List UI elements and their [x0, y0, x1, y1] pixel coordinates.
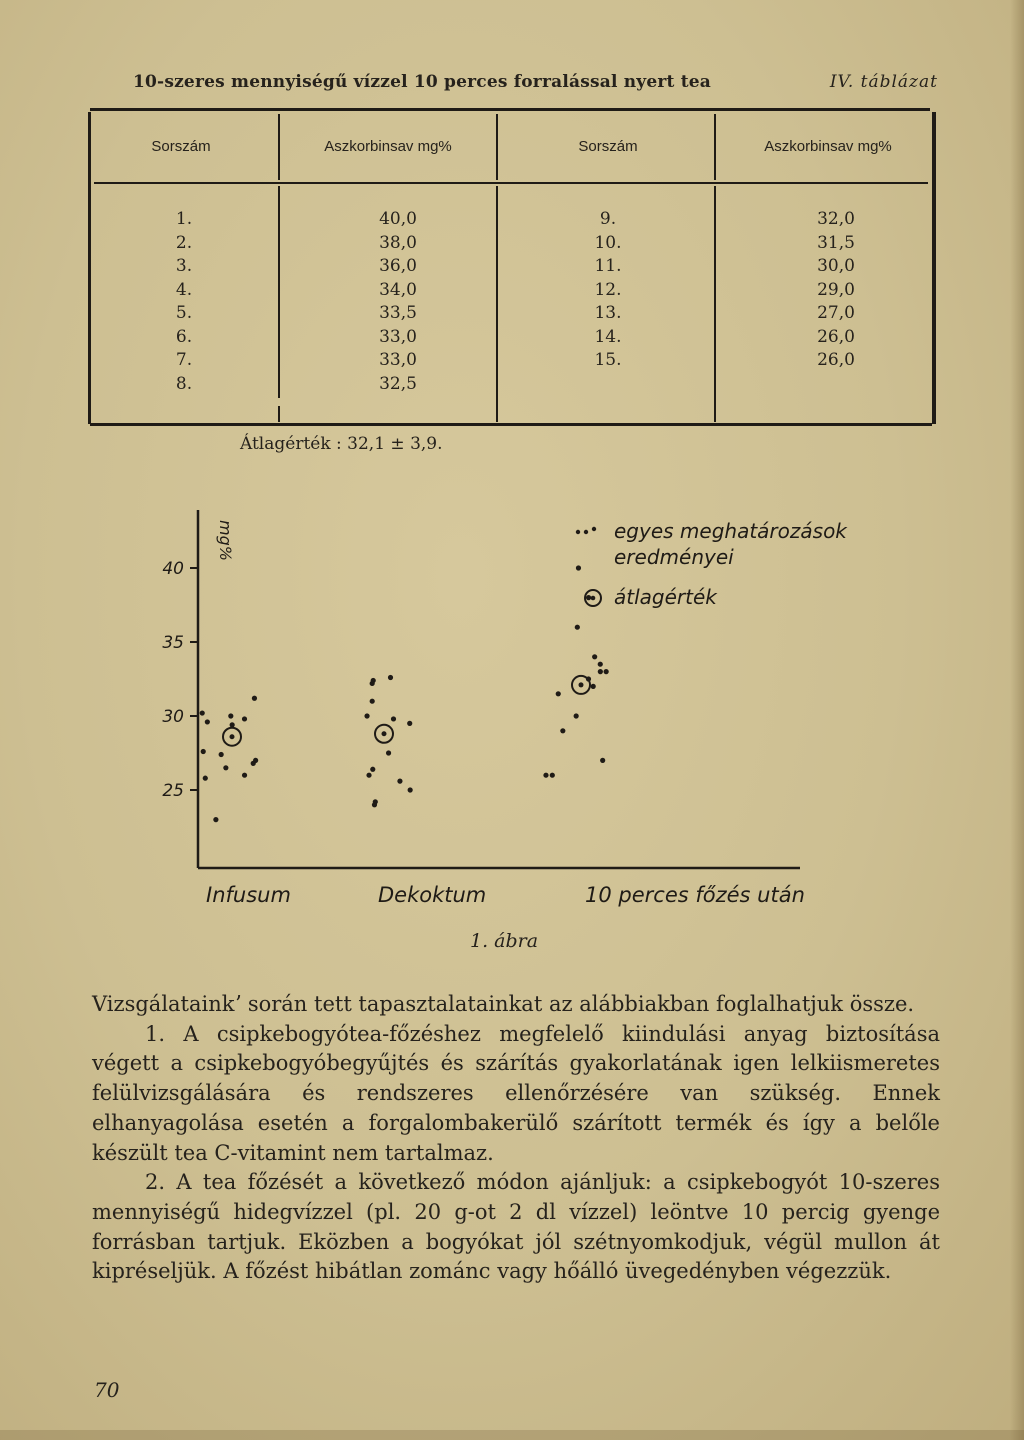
data-point [242, 773, 247, 778]
table-cell: 3. [175, 256, 193, 276]
data-table [88, 108, 936, 426]
data-point [556, 691, 561, 696]
table-cell: 11. [594, 256, 622, 276]
legend-dots-symbol [584, 530, 588, 534]
table-cell: 15. [594, 350, 622, 370]
data-point [228, 713, 233, 718]
data-point [242, 716, 247, 721]
data-point [252, 696, 257, 701]
column-header: Aszkorbinsav mg% [764, 138, 892, 155]
y-tick-label: 40 [162, 559, 184, 579]
data-point [550, 773, 555, 778]
table-cell: 4. [175, 279, 193, 300]
table-cell: 33,0 [379, 350, 417, 370]
data-point [397, 779, 402, 784]
data-point [205, 719, 210, 724]
column-divider [714, 186, 716, 422]
data-point [407, 721, 412, 726]
table-cell: 1. [175, 209, 193, 229]
table-cell: 5. [175, 303, 193, 323]
data-point [408, 787, 413, 792]
legend-entry-individual: egyes meghatározások [614, 519, 847, 543]
mean-marker-dot [579, 682, 584, 687]
x-category-label: Infusum [206, 883, 291, 907]
table-cell: 8. [175, 373, 193, 394]
table-border-top [90, 108, 930, 111]
y-tick-label: 35 [162, 633, 184, 653]
x-category-label: Dekoktum [378, 883, 487, 907]
table-border-right [932, 112, 936, 424]
legend-entry-mean: átlagérték [614, 585, 717, 609]
figure-scatter-chart [120, 490, 920, 920]
table-cell: 32,5 [379, 373, 417, 394]
column-aszkorbinsav-right [786, 208, 886, 373]
table-cell: 26,0 [817, 326, 855, 347]
column-divider [496, 186, 498, 422]
mean-marker-dot [382, 731, 387, 736]
column-divider [278, 114, 280, 180]
data-point [586, 595, 591, 600]
data-point [575, 625, 580, 630]
data-point [370, 767, 375, 772]
column-divider [278, 406, 280, 422]
table-cell: 32,0 [817, 209, 855, 229]
data-point [370, 699, 375, 704]
page-edge-shadow [1010, 0, 1024, 1440]
data-point [560, 728, 565, 733]
data-point [543, 773, 548, 778]
data-point [201, 749, 206, 754]
data-point [388, 675, 393, 680]
table-cell: 33,0 [379, 326, 417, 347]
table-cell: 36,0 [379, 256, 417, 276]
data-point [592, 654, 597, 659]
data-point [604, 669, 609, 674]
data-point [213, 817, 218, 822]
y-axis-label: mg% [216, 520, 235, 561]
column-header: Sorszám [578, 138, 638, 155]
data-point [203, 776, 208, 781]
legend-dots-symbol [592, 527, 596, 531]
table-cell: 38,0 [379, 232, 417, 253]
paragraph: 1. A csipkebogyótea-főzéshez megfelelő kiindulási anyag biztosítása végett a csipkebogyóbegyűjtés és szárítás gyakorlatának igen lelkiismeretes felülvizsgálására és rendszeres ellenőrzésére van szükség. Ennek elhanyagolása esetén a forgalombakerülő szárított termék és így a belőle készült tea C-vitamint nem tartalmaz. [92, 1021, 940, 1165]
data-point [370, 681, 375, 686]
page-number: 70 [94, 1378, 120, 1402]
column-divider [278, 186, 280, 398]
data-point [364, 713, 369, 718]
table-title: 10-szeres mennyiségű vízzel 10 perces forralással nyert tea [133, 72, 712, 92]
table-cell: 26,0 [817, 350, 855, 370]
figure-caption: 1. ábra [470, 930, 539, 952]
page-bottom-shadow [0, 1430, 1024, 1440]
legend-dots-symbol [576, 530, 580, 534]
table-cell: 29,0 [817, 279, 855, 300]
data-point [576, 565, 581, 570]
table-label: IV. táblázat [829, 72, 938, 92]
table-cell: 6. [175, 326, 193, 347]
data-point [386, 750, 391, 755]
data-point [598, 662, 603, 667]
column-sorszam-left [154, 208, 214, 396]
column-divider [714, 114, 716, 180]
table-cell: 40,0 [379, 209, 417, 229]
data-point [591, 684, 596, 689]
table-cell: 9. [599, 209, 617, 229]
data-point [574, 713, 579, 718]
column-aszkorbinsav-left [348, 208, 448, 396]
column-sorszam-right [578, 208, 638, 373]
table-cell: 13. [594, 303, 622, 323]
column-header: Aszkorbinsav mg% [324, 138, 452, 155]
column-header: Sorszám [151, 138, 211, 155]
legend-mean-dot [591, 596, 596, 601]
mean-marker-dot [230, 734, 235, 739]
table-cell: 27,0 [817, 303, 855, 323]
data-point [366, 773, 371, 778]
table-cell: 14. [594, 326, 622, 347]
table-cell: 34,0 [379, 279, 417, 300]
column-divider [496, 114, 498, 180]
data-point [372, 802, 377, 807]
table-cell: 30,0 [817, 256, 855, 276]
table-border-left [88, 112, 91, 424]
body-text [92, 990, 940, 1287]
data-point [598, 669, 603, 674]
mean-value: Átlagérték : 32,1 ± 3,9. [240, 434, 443, 454]
table-header-line [133, 72, 938, 100]
data-point [391, 716, 396, 721]
legend-entry-individual-line2: eredményei [614, 545, 734, 569]
data-point [223, 765, 228, 770]
table-cell: 31,5 [817, 232, 855, 253]
data-point [251, 761, 256, 766]
data-point [230, 722, 235, 727]
data-point [200, 710, 205, 715]
table-cell: 12. [594, 279, 622, 300]
y-tick-label: 30 [162, 707, 184, 727]
table-cell: 10. [594, 232, 622, 253]
table-cell: 7. [175, 350, 193, 370]
y-tick-label: 25 [162, 781, 184, 801]
table-header-separator [94, 182, 928, 184]
paragraph: 2. A tea főzését a következő módon ajánljuk: a csipkebogyót 10-szeres mennyiségű hidegvízzel (pl. 20 g-ot 2 dl vízzel) leöntve 10 percig gyenge forrásban tartjuk. Eközben a bogyókat jól szétnyomkodjuk, végül mullon át kipréseljük. A főzést hibátlan zománc vagy hőálló üvegedényben végezzük. [92, 1170, 940, 1284]
data-point [219, 752, 224, 757]
table-border-bottom [90, 423, 932, 426]
paragraph: Vizsgálatainkʼ során tett tapasztalatainkat az alábbiakban foglalhatjuk össze. [92, 992, 915, 1016]
x-category-label: 10 perces főzés után [585, 883, 805, 907]
table-cell: 2. [175, 232, 193, 253]
table-cell: 33,5 [379, 303, 417, 323]
data-point [600, 758, 605, 763]
